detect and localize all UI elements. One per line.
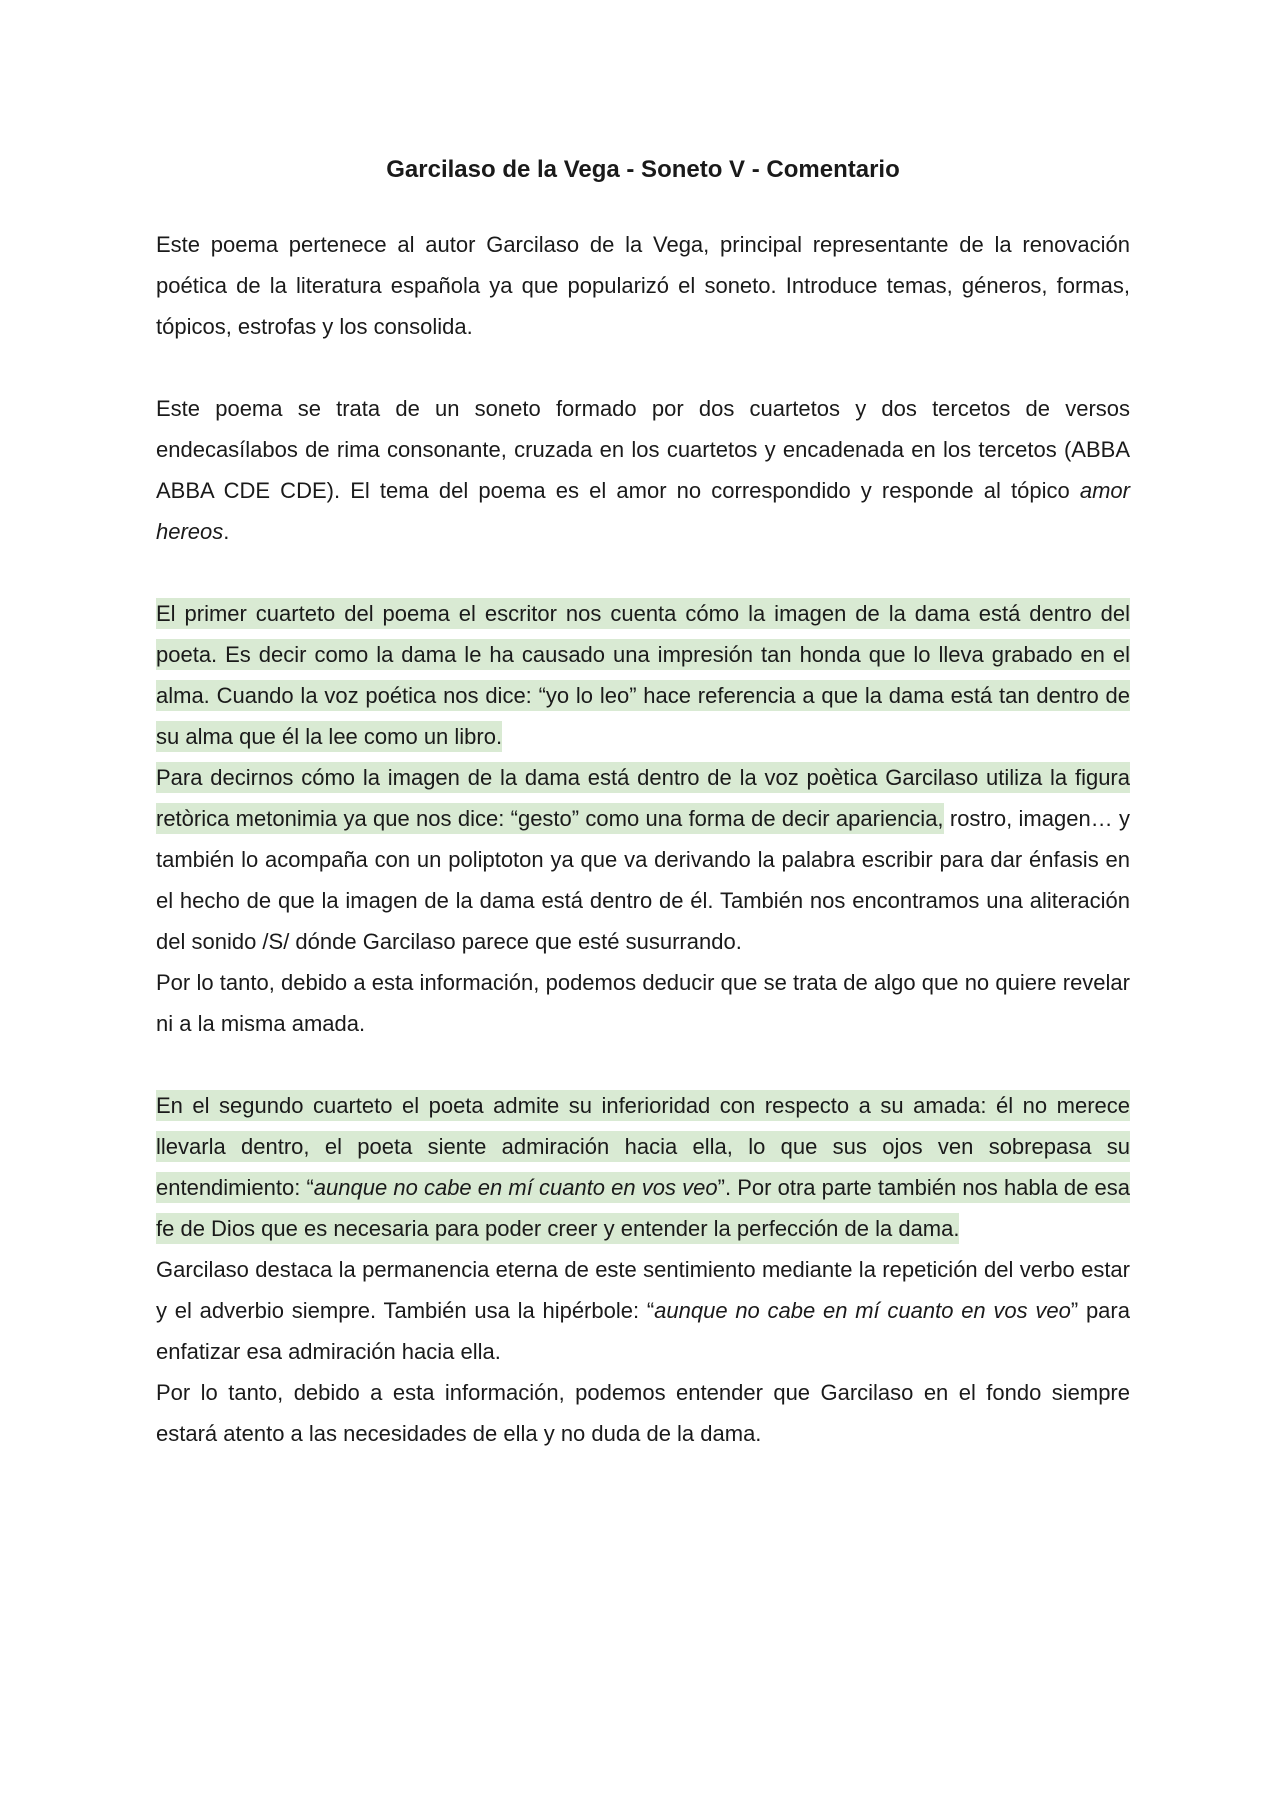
topic-term: amor hereos <box>156 478 1130 544</box>
paragraph-second-quartet <box>156 1085 1130 1249</box>
document-title: Garcilaso de la Vega - Soneto V - Comentario <box>386 156 900 183</box>
paragraph-spacer <box>156 347 1130 388</box>
highlighted-text-a: En el segundo cuarteto el poeta admite su inferioridad con respecto a su amada: él no merece llevarla dentro, el poeta siente admiración hacia ella, lo que sus ojos ven sobrepasa su entendimiento: “ <box>156 1093 1130 1200</box>
highlighted-text <box>156 1090 1130 1244</box>
paragraph-structure <box>156 388 1130 552</box>
paragraph-spacer <box>156 552 1130 593</box>
paragraph-spacer <box>156 1044 1130 1085</box>
paragraph-hyperbole <box>156 1249 1130 1372</box>
paragraph-structure-end: . <box>223 519 230 544</box>
paragraph-intro: Este poema pertenece al autor Garcilaso de la Vega, principal representante de la renovación poética de la literatura española ya que popularizó el soneto. Introduce temas, géneros, formas, tópicos, estrofas y los consolida. <box>156 232 1130 339</box>
paragraph-structure-text: Este poema se trata de un soneto formado por dos cuartetos y dos tercetos de versos endecasílabos de rima consonante, cruzada en los cuartetos y encadenada en los tercetos (ABBA ABBA CDE CDE). El tema del poema es el amor no correspondido y responde al tópico <box>156 396 1130 503</box>
quoted-verse: aunque no cabe en mí cuanto en vos veo <box>313 1175 718 1200</box>
paragraph-hyperbole-end: ” para enfatizar esa admiración hacia ella. <box>156 1298 1130 1364</box>
paragraph-conclusion-2: Por lo tanto, debido a esta información, podemos entender que Garcilaso en el fondo siempre estará atento a las necesidades de ella y no duda de la dama. <box>156 1380 1130 1446</box>
paragraph-metonymy-rest: rostro, imagen… y también lo acompaña con un poliptoton ya que va derivando la palabra escribir para dar énfasis en el hecho de que la imagen de la dama está dentro de él. También nos encontramos una aliteración del sonido /S/ dónde Garcilaso parece que esté susurrando. <box>156 806 1131 954</box>
paragraph-metonymy <box>156 757 1130 962</box>
document-page <box>156 150 1130 1454</box>
highlighted-text: Para decirnos cómo la imagen de la dama está dentro de la voz poètica Garcilaso utiliza la figura retòrica metonimia ya que nos dice: “gesto” como una forma de decir apariencia, <box>156 762 1130 834</box>
highlighted-text-c: ”. Por otra parte también nos habla de esa fe de Dios que es necesaria para poder creer y entender la perfección de la dama. <box>156 1175 1130 1241</box>
quoted-verse: aunque no cabe en mí cuanto en vos veo <box>654 1298 1071 1323</box>
paragraph-first-quartet <box>156 593 1130 757</box>
highlighted-text: El primer cuarteto del poema el escritor nos cuenta cómo la imagen de la dama está dentro del poeta. Es decir como la dama le ha causado una impresión tan honda que lo lleva grabado en el alma. Cuando la voz poética nos dice: “yo lo leo” hace referencia a que la dama está tan dentro de su alma que él la lee como un libro. <box>156 598 1130 752</box>
paragraph-hyperbole-text: Garcilaso destaca la permanencia eterna de este sentimiento mediante la repetición del verbo estar y el adverbio siempre. También usa la hipérbole: “ <box>156 1257 1130 1323</box>
paragraph-conclusion-1: Por lo tanto, debido a esta información, podemos deducir que se trata de algo que no quiere revelar ni a la misma amada. <box>156 970 1130 1036</box>
